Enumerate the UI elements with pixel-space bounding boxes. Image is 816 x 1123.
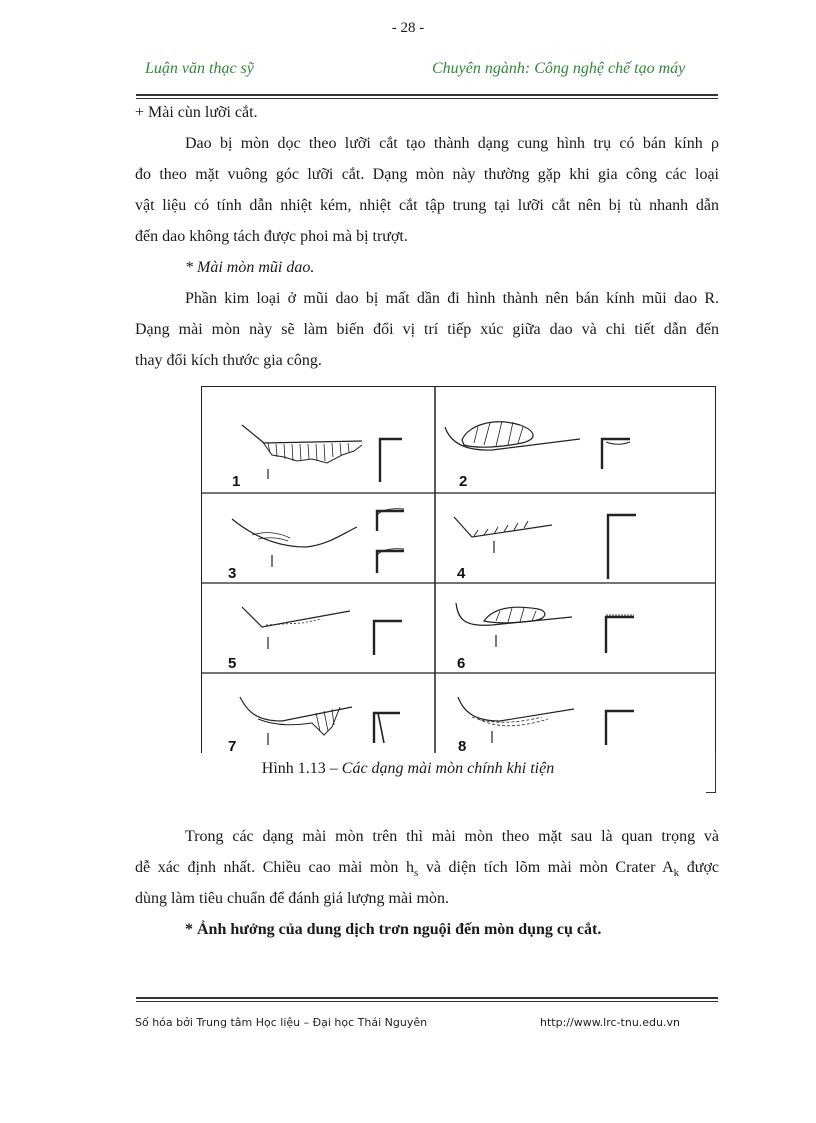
section-heading-coolant: * Ảnh hưởng của dung dịch trơn nguội đến mòn dụng cụ cắt.	[185, 921, 602, 938]
wear-types-figure	[201, 386, 716, 753]
footer-rule	[136, 997, 718, 999]
wear-sketch-4	[454, 515, 636, 579]
caption-prefix: Hình 1.13 –	[261, 760, 342, 777]
wear-sketch-1	[242, 425, 402, 482]
subheading-nose-wear: * Mài mòn mũi dao.	[185, 259, 315, 276]
paragraph-line: đo theo mặt vuông góc lưỡi cắt. Dạng mòn này thường gặp khi gia công các loại	[135, 166, 719, 183]
figure-caption	[0, 760, 816, 778]
wear-types-diagram	[202, 387, 715, 753]
panel-label-5: 5	[228, 655, 237, 672]
wear-sketch-8	[458, 697, 634, 745]
paragraph-line: Phần kim loại ở mũi dao bị mất dần đi hình thành nên bán kính mũi dao R.	[185, 290, 719, 307]
panel-label-4: 4	[457, 565, 466, 582]
bullet-blunt-edge: + Mài cùn lưỡi cắt.	[135, 104, 258, 121]
header-specialty: Chuyên ngành: Công nghệ chế tạo máy	[432, 60, 686, 77]
wear-sketch-3	[232, 509, 404, 573]
paragraph-line-wear-criteria: dễ xác định nhất. Chiều cao mài mòn $h_s$ và diện tích lõm mài mòn Crater $A_k$ được	[135, 859, 720, 880]
panel-label-7: 7	[228, 738, 237, 753]
header-rule	[136, 94, 718, 96]
wear-sketch-2	[445, 421, 630, 469]
paragraph-line: vật liệu có tính dẫn nhiệt kém, nhiệt cắt tập trung tại lưỡi cắt nên bị tù nhanh dẫn	[135, 197, 719, 214]
paragraph-line: dùng làm tiêu chuẩn để đánh giá lượng mài mòn.	[135, 890, 449, 907]
caption-title: Các dạng mài mòn chính khi tiện	[341, 760, 555, 777]
footer-url[interactable]: http://www.lrc-tnu.edu.vn	[540, 1016, 680, 1029]
paragraph-line: Trong các dạng mài mòn trên thì mài mòn theo mặt sau là quan trọng và	[185, 828, 719, 845]
wear-sketch-6	[456, 603, 634, 653]
panel-label-1: 1	[232, 473, 241, 490]
panel-label-6: 6	[457, 655, 466, 672]
header-thesis-type: Luận văn thạc sỹ	[145, 60, 254, 77]
footer-rule-thin	[136, 1001, 718, 1002]
wear-sketch-7	[240, 697, 400, 745]
header-rule-thin	[136, 98, 718, 99]
panel-label-3: 3	[228, 565, 237, 582]
footer-digitized-by: Số hóa bởi Trung tâm Học liệu – Đại học Thái Nguyên	[135, 1016, 428, 1029]
paragraph-line: Dạng mài mòn này sẽ làm biến đổi vị trí tiếp xúc giữa dao và chi tiết dẫn đến	[135, 321, 719, 338]
page-number: - 28 -	[391, 20, 425, 36]
paragraph-line: đến dao không tách được phoi mà bị trượt.	[135, 228, 408, 245]
panel-label-2: 2	[459, 473, 468, 490]
paragraph-line: Dao bị mòn dọc theo lưỡi cắt tạo thành dạng cung hình trụ có bán kính ρ	[185, 135, 719, 152]
panel-label-8: 8	[458, 738, 467, 753]
wear-sketch-5	[242, 607, 402, 655]
paragraph-line: thay đổi kích thước gia công.	[135, 352, 322, 369]
